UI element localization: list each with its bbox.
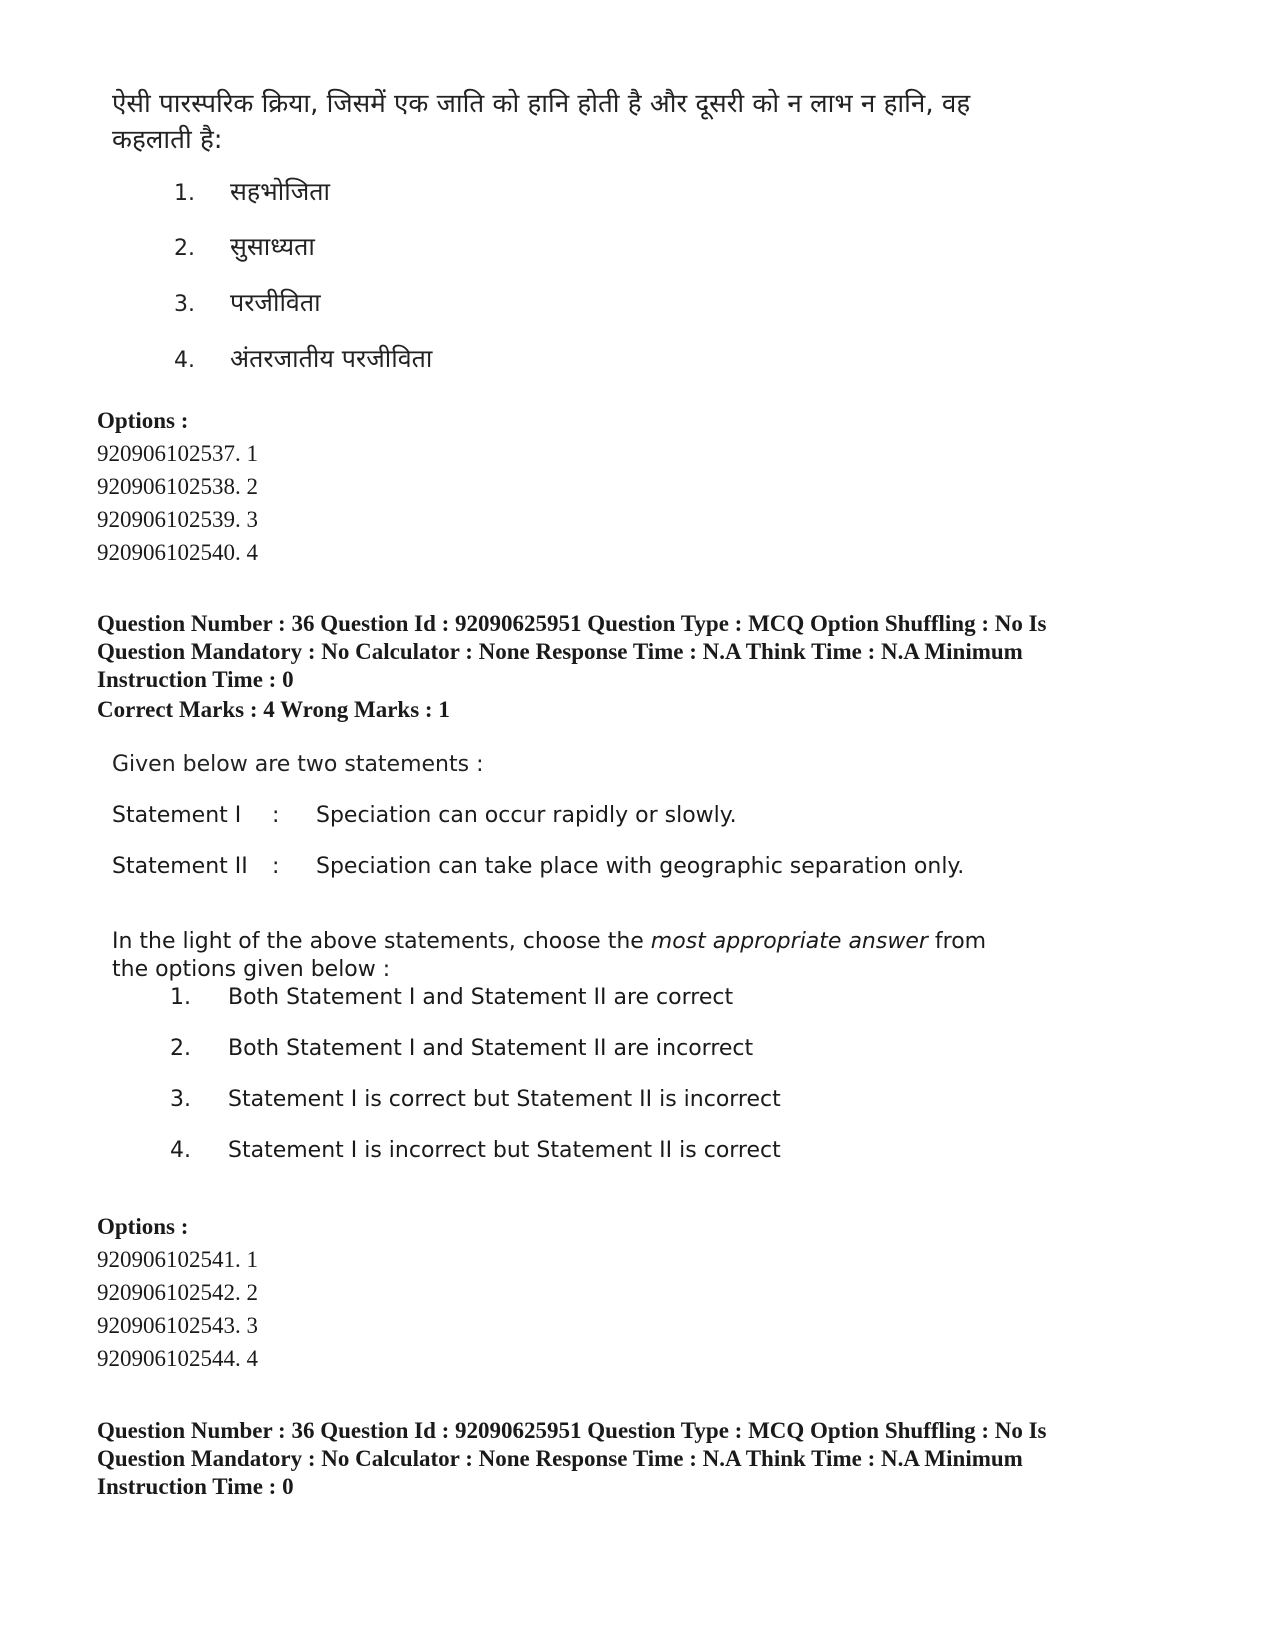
choice-number: 4. [174, 348, 195, 373]
choice-text: Both Statement I and Statement II are incorrect [228, 1036, 754, 1061]
option-id: 920906102538. 2 [97, 474, 258, 499]
answer-choice [170, 1138, 781, 1163]
statement-label: Statement I [112, 803, 242, 828]
choice-text: Both Statement I and Statement II are correct [228, 985, 734, 1010]
instruction-emphasis: most appropriate answer [650, 929, 928, 954]
option-id: 920906102542. 2 [97, 1280, 258, 1305]
choice-number: 3. [170, 1087, 191, 1112]
statement-colon: : [272, 854, 280, 879]
choice-number: 4. [170, 1138, 191, 1163]
options-heading: Options : [97, 408, 189, 433]
choice-text: अंतरजातीय परजीविता [230, 344, 433, 373]
options-list [97, 1210, 258, 1375]
question-meta [97, 610, 1197, 694]
option-id: 920906102541. 1 [97, 1247, 258, 1272]
statement-colon: : [272, 803, 280, 828]
answer-choice-hindi [174, 341, 432, 375]
marks-line: Correct Marks : 4 Wrong Marks : 1 [97, 697, 450, 722]
answer-choice [170, 1087, 781, 1112]
choice-number: 2. [170, 1036, 191, 1061]
choice-text: सुसाध्यता [230, 232, 315, 261]
choice-text: सहभोजिता [230, 177, 330, 206]
options-list [97, 404, 258, 569]
meta-line: Instruction Time : 0 [97, 1474, 294, 1499]
option-id: 920906102537. 1 [97, 441, 258, 466]
meta-line: Question Number : 36 Question Id : 92090625951 Question Type : MCQ Option Shuffling : No Is [97, 1418, 1047, 1443]
statement-text: Speciation can occur rapidly or slowly. [316, 803, 737, 828]
choice-text: परजीविता [230, 288, 321, 317]
statement-text: Speciation can take place with geographic separation only. [316, 854, 965, 879]
choice-number: 2. [174, 236, 195, 261]
statement-label: Statement II [112, 854, 248, 879]
instruction-text: from the options given below : [112, 929, 987, 982]
meta-line: Question Mandatory : No Calculator : None Response Time : N.A Think Time : N.A Minimum [97, 1446, 1023, 1471]
answer-choice-hindi [174, 229, 315, 263]
choice-number: 1. [174, 181, 195, 206]
option-id: 920906102543. 3 [97, 1313, 258, 1338]
answer-choice-hindi [174, 174, 330, 208]
meta-line: Instruction Time : 0 [97, 667, 294, 692]
choice-text: Statement I is correct but Statement II is incorrect [228, 1087, 781, 1112]
question-meta [97, 1417, 1197, 1501]
option-id: 920906102540. 4 [97, 540, 258, 565]
question-stem-hindi: ऐसी पारस्परिक क्रिया, जिसमें एक जाति को हानि होती है और दूसरी को न लाभ न हानि, वह कहलाती है: [112, 89, 971, 155]
instruction-text: In the light of the above statements, choose the [112, 929, 651, 954]
answer-choice [170, 1036, 753, 1061]
question-instruction [112, 928, 1012, 984]
meta-line: Question Number : 36 Question Id : 92090625951 Question Type : MCQ Option Shuffling : No Is [97, 611, 1047, 636]
choice-number: 1. [170, 985, 191, 1010]
meta-line: Question Mandatory : No Calculator : None Response Time : N.A Think Time : N.A Minimum [97, 639, 1023, 664]
option-id: 920906102539. 3 [97, 507, 258, 532]
choice-number: 3. [174, 292, 195, 317]
option-id: 920906102544. 4 [97, 1346, 258, 1371]
answer-choice [170, 985, 733, 1010]
question-intro: Given below are two statements : [112, 752, 484, 777]
options-heading: Options : [97, 1214, 189, 1239]
answer-choice-hindi [174, 285, 321, 319]
choice-text: Statement I is incorrect but Statement II is correct [228, 1138, 781, 1163]
